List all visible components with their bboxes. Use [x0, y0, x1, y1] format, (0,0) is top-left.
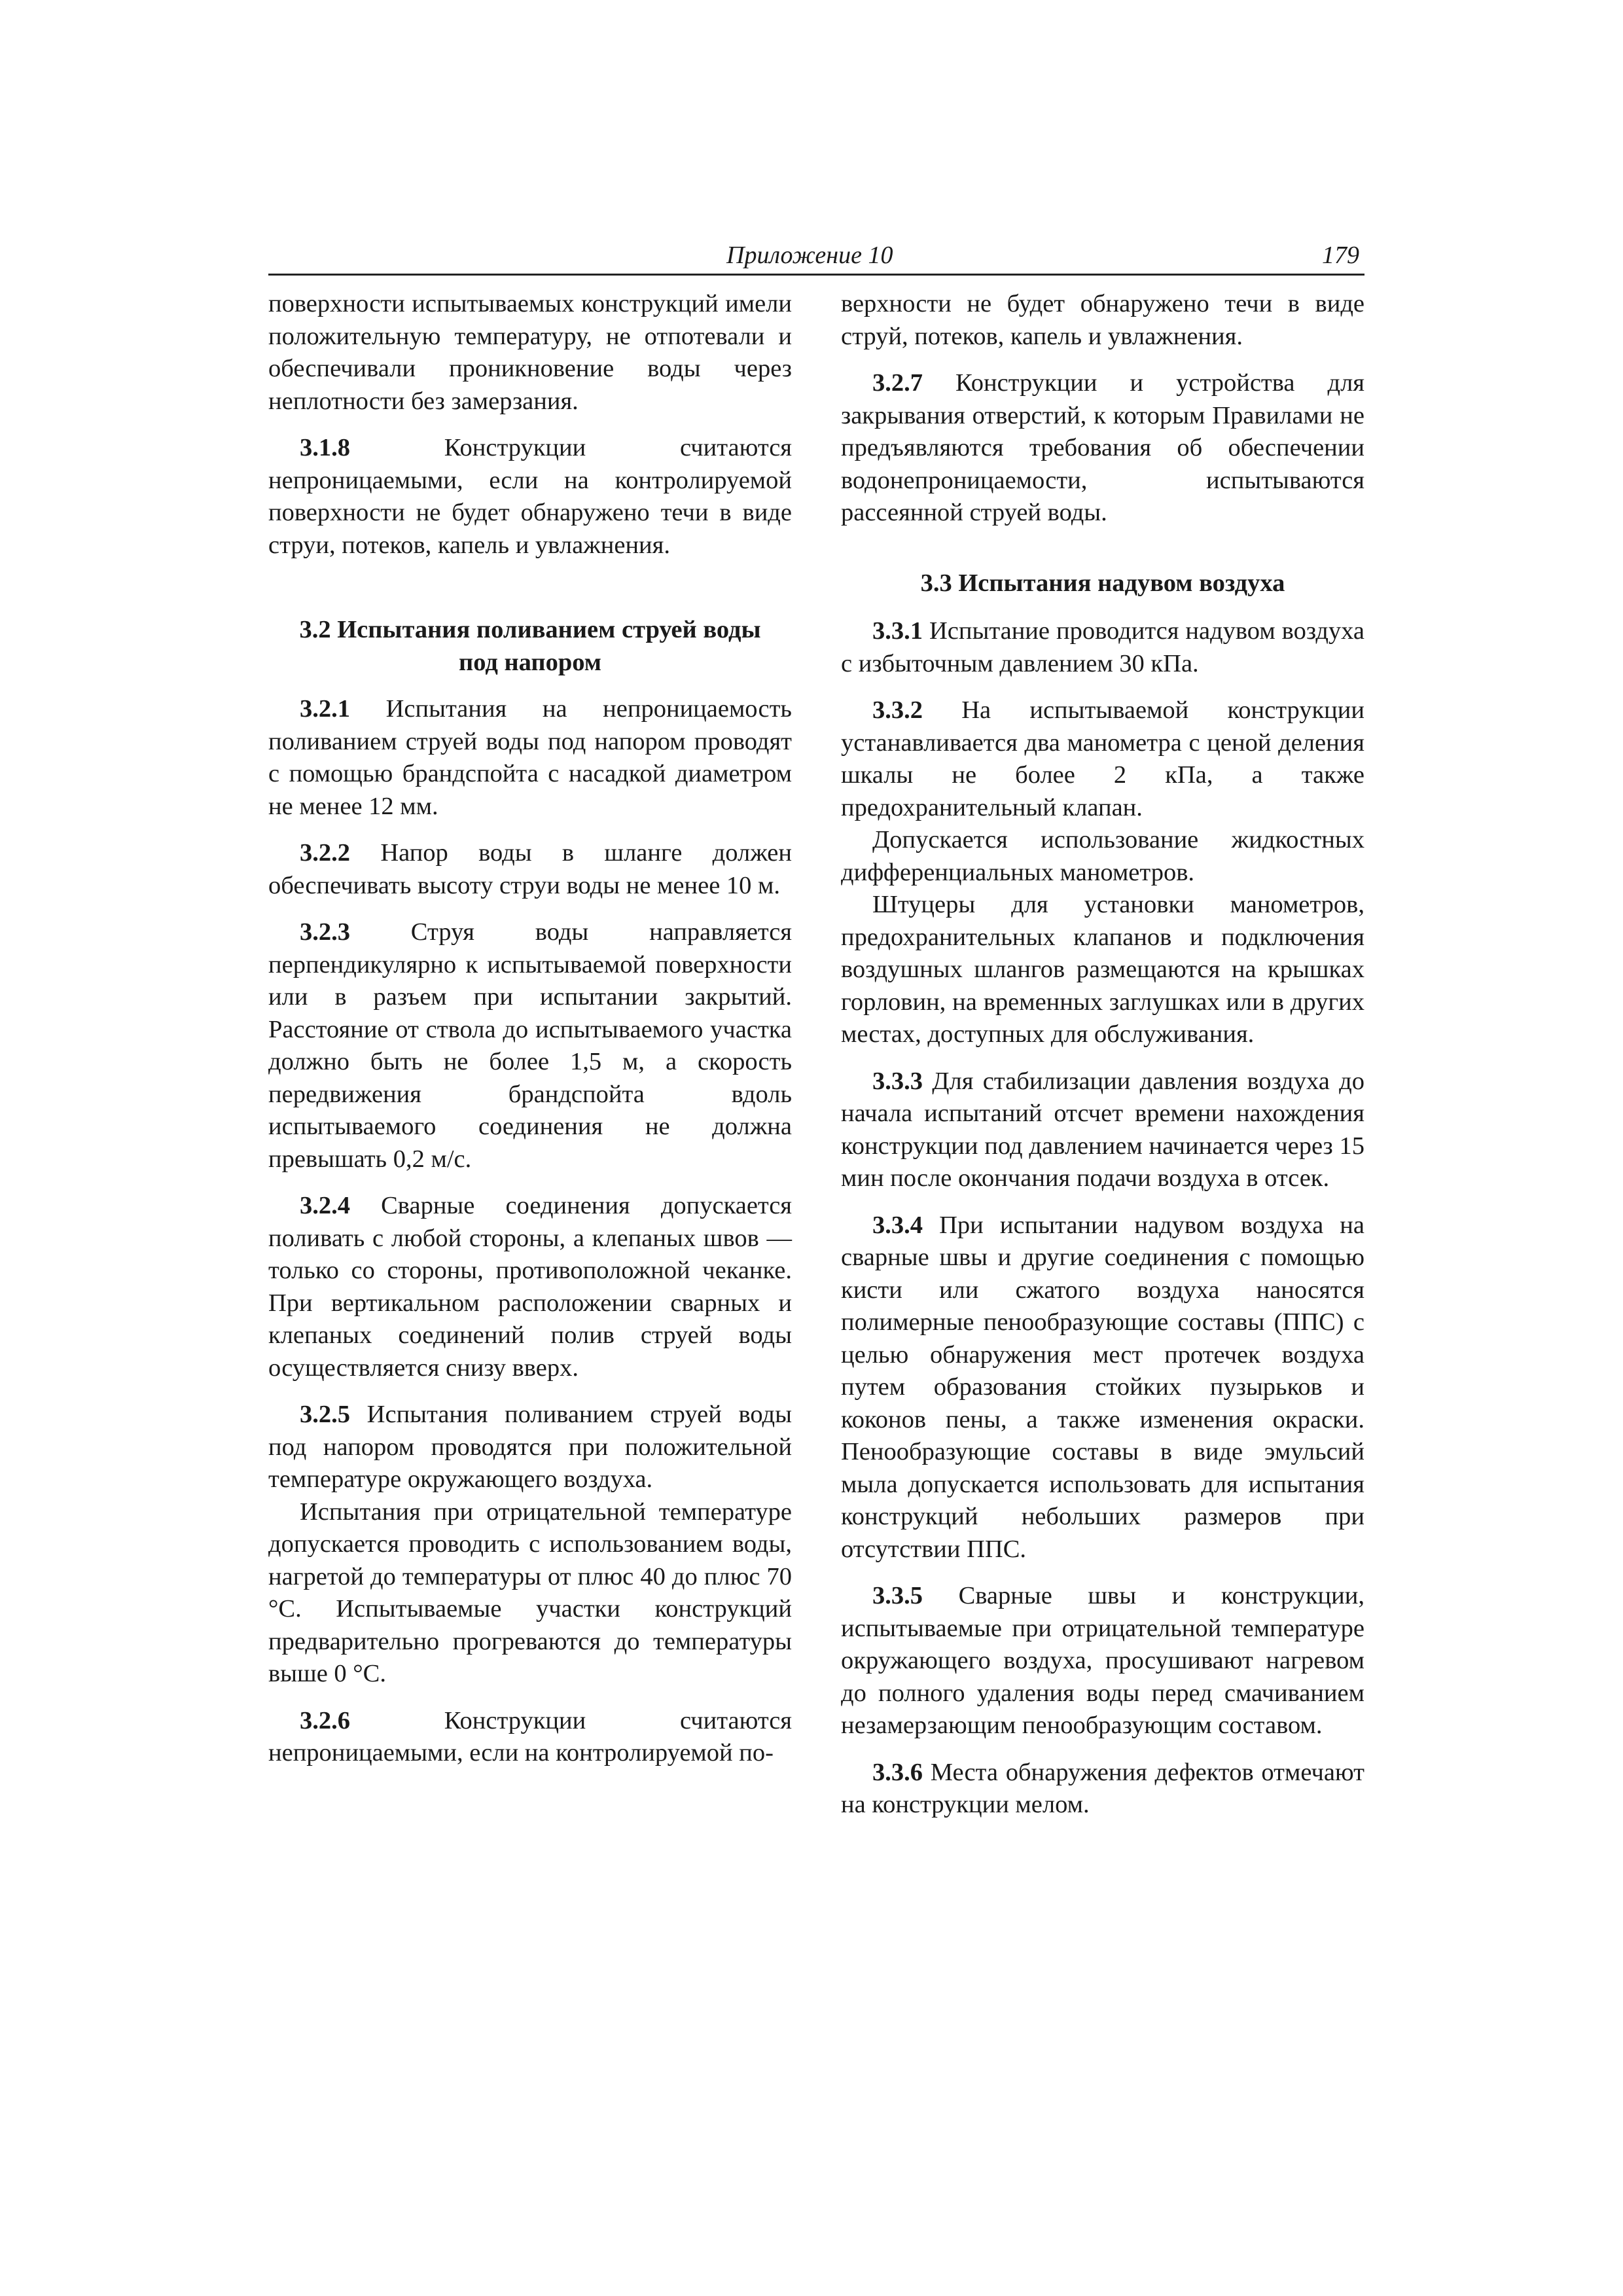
clause-text: При испытании надувом воздуха на сварные швы и другие соединения с помощью кисти или сжатого воздуха наносятся полимерные пенообразующие составы (ППС) с целью обнаружения мест протечек воздуха путем образования стойких пузырьков и коконов пены, а также изменения окраски. Пенообразующие составы в виде эмульсий мыла допускается использовать для испытания конструкций небольших размеров при отсутствии ППС.: [841, 1211, 1364, 1563]
paragraph-3-2-6: [268, 1705, 792, 1770]
clause-number: 3.3.1: [872, 617, 923, 645]
paragraph-3-3-2-cont-1: Допускается использование жидкостных дифференциальных манометров.: [841, 826, 1364, 886]
clause-text: Сварные швы и конструкции, испытываемые при отрицательной температуре окружающего воздуха, просушивают нагревом до полного удаления воды перед смачиванием незамерзающим пенообразующим составом.: [841, 1582, 1364, 1739]
clause-text: Напор воды в шланге должен обеспечивать высоту струи воды не менее 10 м.: [268, 839, 792, 899]
clause-number: 3.3.2: [872, 696, 923, 724]
clause-text: Испытания на непроницаемость поливанием струей воды под напором проводят с помощью брандспойта с насадкой диаметром не менее 12 мм.: [268, 695, 792, 820]
clause-text: Конструкции считаются непроницаемыми, если на контролируемой по-: [268, 1706, 792, 1767]
paragraph-3-2-7: [841, 367, 1364, 529]
section-heading-3-3: 3.3 Испытания надувом воздуха: [920, 569, 1285, 597]
paragraph-3-3-2-cont-2: Штуцеры для установки манометров, предохранительных клапанов и подключения воздушных шлангов размещаются на крышках горловин, на временных заглушках или в других местах, доступных для обслуживания.: [841, 891, 1364, 1048]
clause-number: 3.2.5: [300, 1401, 350, 1428]
clause-number: 3.3.4: [872, 1211, 923, 1239]
heading-line: под напором: [459, 648, 601, 676]
clause-number: 3.2.4: [300, 1192, 350, 1219]
paragraph-3-1-8: [268, 432, 792, 562]
paragraph-continued: верхности не будет обнаружено течи в виде струй, потеков, капель и увлажнения.: [841, 290, 1364, 350]
paragraph-3-3-3: [841, 1066, 1364, 1195]
clause-number: 3.1.8: [300, 434, 350, 461]
clause-number: 3.2.7: [872, 369, 923, 397]
paragraph-3-2-1: [268, 693, 792, 823]
paragraph-continued: поверхности испытываемых конструкций имели положительную температуру, не отпотевали и обеспечивали проникновение воды через неплотности без замерзания.: [268, 290, 792, 415]
clause-text: Испытание проводится надувом воздуха с избыточным давлением 30 кПа.: [841, 617, 1364, 677]
clause-number: 3.3.3: [872, 1067, 923, 1095]
paragraph-3-2-5-cont: Испытания при отрицательной температуре допускается проводить с использованием воды, нагретой до температуры от плюс 40 до плюс 70 °С. Испытываемые участки конструкций предварительно прогреваются до температуры выше 0 °С.: [268, 1498, 792, 1687]
paragraph-3-3-1: [841, 615, 1364, 680]
clause-number: 3.2.2: [300, 839, 350, 867]
right-column: [841, 288, 1364, 1836]
paragraph-3-2-4: [268, 1190, 792, 1384]
paragraph-3-2-3: [268, 916, 792, 1175]
clause-text: Испытания поливанием струей воды под напором проводятся при положительной температуре окружающего воздуха.: [268, 1401, 792, 1493]
section-heading-3-2: [268, 614, 792, 679]
clause-number: 3.3.6: [872, 1758, 923, 1786]
clause-number: 3.2.3: [300, 918, 350, 946]
page-number: 179: [1322, 242, 1359, 269]
heading-line: 3.2 Испытания поливанием струей воды: [299, 616, 761, 643]
clause-number: 3.2.1: [300, 695, 350, 723]
clause-text: Конструкции и устройства для закрывания отверстий, к которым Правилами не предъявляются требования об обеспечении водонепроницаемости, испытываются рассеянной струей воды.: [841, 369, 1364, 526]
clause-number: 3.3.5: [872, 1582, 923, 1609]
paragraph-3-3-4: [841, 1210, 1364, 1566]
paragraph-3-3-2: [841, 694, 1364, 824]
left-column: [268, 288, 792, 1784]
paragraph-3-3-6: [841, 1757, 1364, 1821]
clause-text: Для стабилизации давления воздуха до начала испытаний отсчет времени нахождения конструкции под давлением начинается через 15 мин после окончания подачи воздуха в отсек.: [841, 1067, 1364, 1192]
header-title: Приложение 10: [726, 242, 893, 269]
running-header: [268, 241, 1364, 276]
clause-number: 3.2.6: [300, 1706, 350, 1734]
paragraph-3-2-5: [268, 1399, 792, 1496]
clause-text: На испытываемой конструкции устанавливается два манометра с ценой деления шкалы не более 2 кПа, а также предохранительный клапан.: [841, 696, 1364, 821]
clause-text: Сварные соединения допускается поливать с любой стороны, а клепаных швов — только со стороны, противоположной чеканке. При вертикальном расположении сварных и клепаных соединений полив струей воды осуществляется снизу вверх.: [268, 1192, 792, 1382]
clause-text: Струя воды направляется перпендикулярно к испытываемой поверхности или в разъем при испытании закрытий. Расстояние от ствола до испытываемого участка должно быть не более 1,5 м, а скорость передвижения брандспойта вдоль испытываемого соединения не должна превышать 0,2 м/с.: [268, 918, 792, 1173]
clause-text: Места обнаружения дефектов отмечают на конструкции мелом.: [841, 1758, 1364, 1818]
paragraph-3-3-5: [841, 1580, 1364, 1742]
paragraph-3-2-2: [268, 837, 792, 902]
clause-text: Конструкции считаются непроницаемыми, если на контролируемой поверхности не будет обнаружено течи в виде струи, потеков, капель и увлажнения.: [268, 434, 792, 559]
